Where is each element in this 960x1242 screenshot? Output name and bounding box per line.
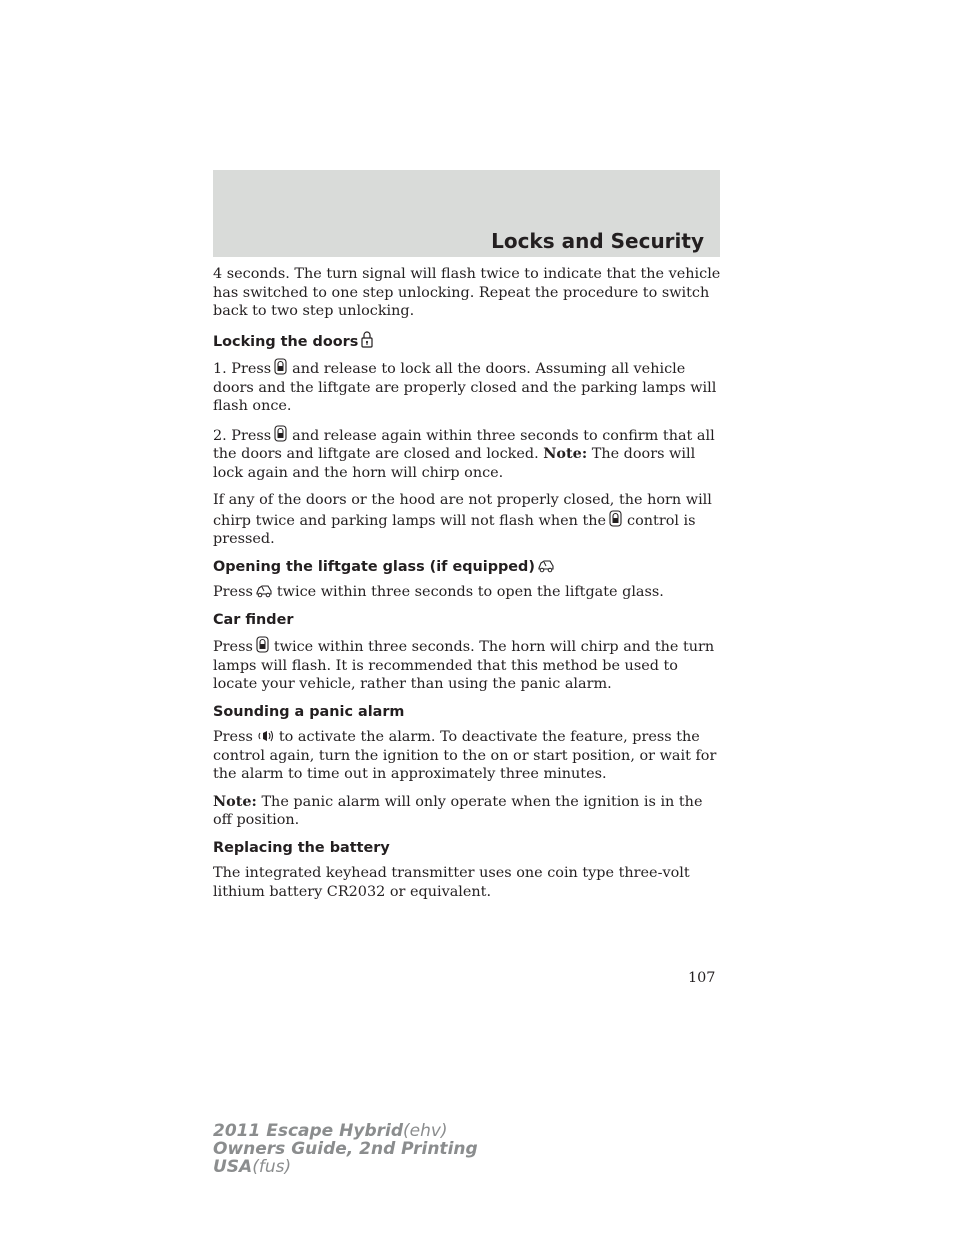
car-finder-paragraph: Press twice within three seconds. The horn will chirp and the turn lamps will flash. It is recommended that this method be used to locate your vehicle, rather than using the panic alarm. xyxy=(213,636,723,694)
lock-icon xyxy=(274,425,287,442)
section-title: Locks and Security xyxy=(491,229,704,253)
note-label: Note: xyxy=(213,792,257,810)
document-footer xyxy=(213,1122,478,1176)
footer-line-3: USA(fus) xyxy=(213,1157,292,1177)
section-header-band xyxy=(213,170,720,257)
panic-paragraph: Press to activate the alarm. To deactivate the feature, press the control again, turn the ignition to the on or start position, or wait for the alarm to time out in approximately three minutes. xyxy=(213,729,717,782)
locking-step-1: 1. Press and release to lock all the doors. Assuming all vehicle doors and the liftgate are properly closed and the parking lamps will flash once. xyxy=(213,358,723,416)
footer-line-1: 2011 Escape Hybrid(ehv) xyxy=(213,1121,448,1141)
page-number: 107 xyxy=(688,970,716,986)
heading-locking-doors: Locking the doors xyxy=(213,330,723,352)
liftgate-paragraph: Press twice within three seconds to open the liftgate glass. xyxy=(213,584,664,600)
note-label: Note: xyxy=(543,445,588,462)
lock-icon xyxy=(609,510,622,527)
heading-car-finder: Car finder xyxy=(213,611,294,628)
liftgate-glass-icon xyxy=(256,584,272,598)
page-body xyxy=(213,265,723,910)
locking-step-2: 2. Press and release again within three seconds to confirm that all the doors and liftgate are closed and locked. Note: The doors will lock again and the horn will chirp once. xyxy=(213,425,723,483)
heading-replacing-battery: Replacing the battery xyxy=(213,839,390,856)
heading-liftgate-glass: Opening the liftgate glass (if equipped) xyxy=(213,558,723,577)
footer-line-2: Owners Guide, 2nd Printing xyxy=(213,1139,478,1159)
liftgate-glass-icon xyxy=(538,559,554,573)
battery-paragraph: The integrated keyhead transmitter uses one coin type three-volt lithium battery CR2032 or equivalent. xyxy=(213,865,690,900)
panic-note: Note: The panic alarm will only operate when the ignition is in the off position. xyxy=(213,792,703,828)
intro-paragraph: 4 seconds. The turn signal will flash twice to indicate that the vehicle has switched to one step unlocking. Repeat the procedure to switch back to two step unlocking. xyxy=(213,266,721,319)
lock-icon xyxy=(361,330,373,348)
heading-panic-alarm: Sounding a panic alarm xyxy=(213,703,405,720)
lock-icon xyxy=(274,358,287,375)
locking-warning: If any of the doors or the hood are not properly closed, the horn will chirp twice and parking lamps will not flash when the control is pressed. xyxy=(213,492,712,547)
panic-alarm-icon xyxy=(256,729,274,743)
lock-icon xyxy=(256,636,269,653)
